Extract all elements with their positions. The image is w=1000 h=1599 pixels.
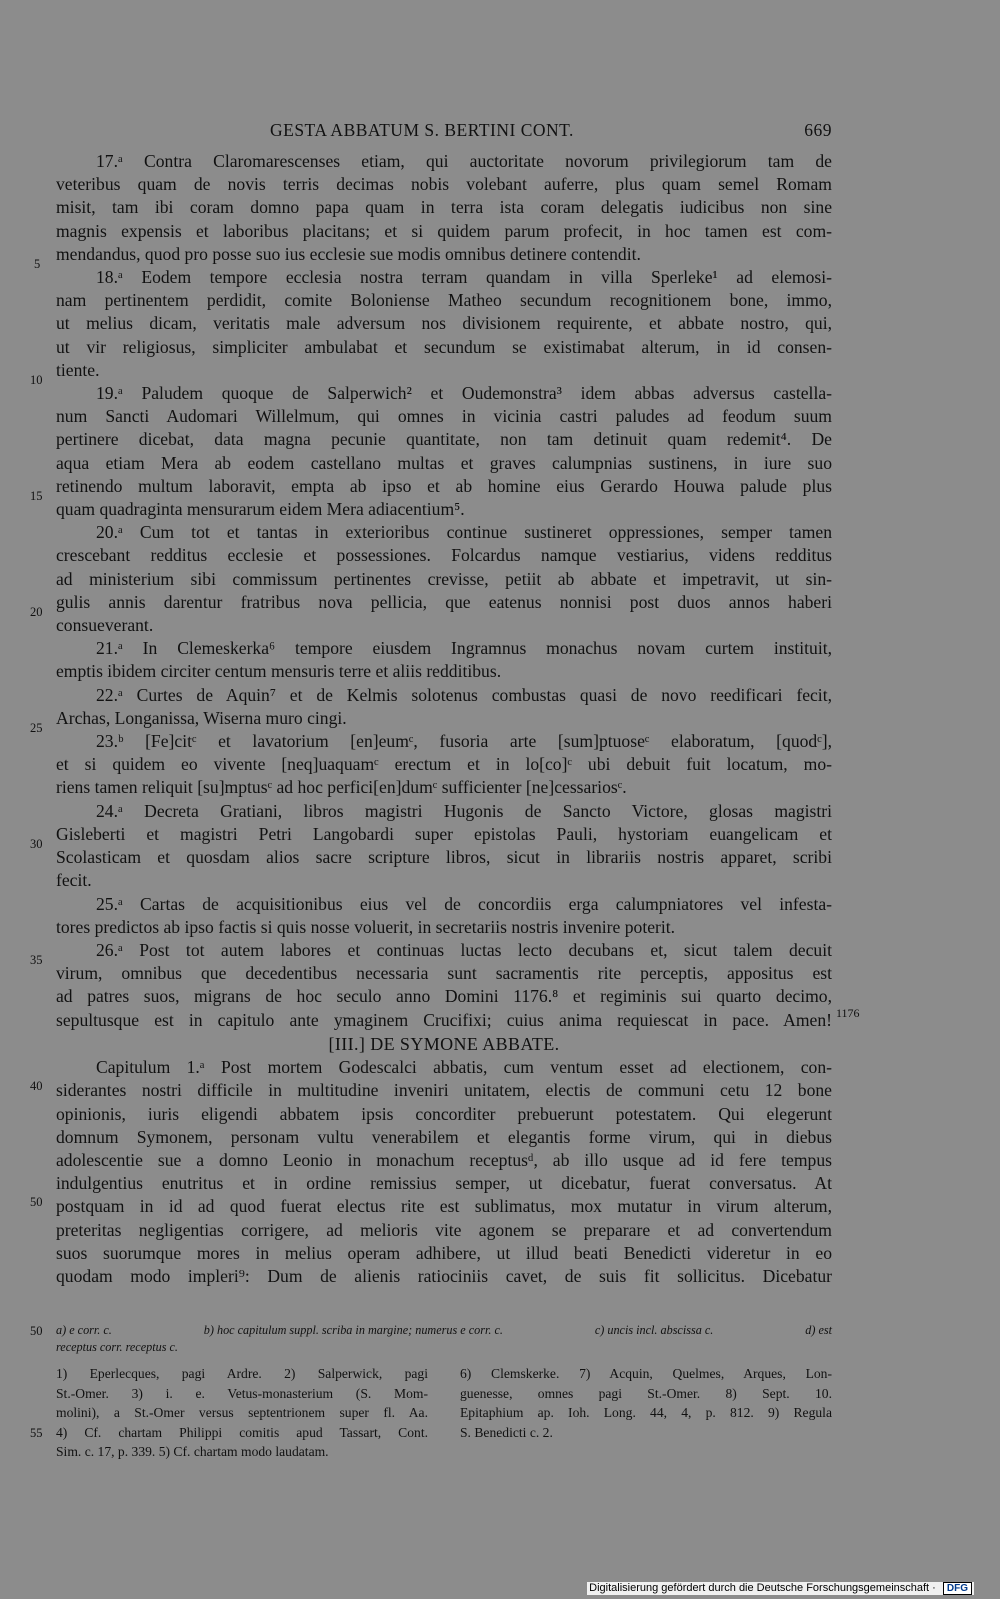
line-number: 10 (30, 373, 43, 387)
main-text (56, 150, 832, 1288)
text-line: 25.ᵃ Cartas de acquisitionibus eius vel de concordiis erga calumpniatores vel infesta- (96, 893, 832, 914)
chapter-1 (56, 1056, 832, 1288)
critical-apparatus (56, 1322, 832, 1356)
line-number: 20 (30, 605, 43, 619)
line-number: 50 (30, 1195, 43, 1209)
text-line: ad ministerium sibi commissum pertinentes crevisse, petiit ab abbate et impetravit, ut sin- (56, 568, 832, 589)
margin-year: 1176 (836, 1006, 860, 1020)
line-number: 55 (30, 1426, 43, 1440)
text-line: emptis ibidem circiter centum mensuris terre et aliis redditibus. (56, 661, 502, 682)
text-line: postquam in id ad quod fuerat electus rite est sublimatus, mox mutatur in virum alterum, (56, 1196, 832, 1217)
text-line: 21.ᵃ In Clemeskerka⁶ tempore eiusdem Ingramnus monachus novam curtem instituit, (96, 638, 832, 659)
text-line: Archas, Longanissa, Wiserna muro cingi. (56, 707, 347, 728)
footnote-line: 6) Clemskerke. 7) Acquin, Quelmes, Arques, Lon- (460, 1366, 832, 1381)
paragraph-26 (56, 939, 832, 1032)
line-number: 25 (30, 721, 43, 735)
text-line: ad patres suos, migrans de hoc seculo anno Domini 1176.⁸ et regiminis sui quarto decimo, (56, 986, 832, 1007)
paragraph-18 (56, 266, 832, 382)
text-line: virum, omnibus que decedentibus necessaria sunt sacramentis rite perceptis, appositus est (56, 963, 832, 984)
footnote-line: guenesse, omnes pagi St.-Omer. 8) Sept. 10. (460, 1385, 832, 1401)
text-line: gulis annis darentur fratribus nova pellicia, que eatenus nonnisi post duos annos haberi (56, 591, 832, 612)
text-line: fecit. (56, 870, 92, 891)
text-line: 19.ᵃ Paludem quoque de Salperwich² et Oudemonstra³ idem abbas adversus castella- (96, 383, 832, 404)
text-line: Gisleberti et magistri Petri Langobardi super epistolas Pauli, hystoriam euangelicam et (56, 823, 832, 844)
footnote-line: St.-Omer. 3) i. e. Vetus-monasterium (S. Mom- (56, 1385, 428, 1401)
text-line: preteritas negligentias corrigere, ad melioris vite agonem se preparare et ad convertendum (56, 1219, 832, 1240)
apparatus-note: a) e corr. c. (56, 1323, 112, 1337)
paragraph-17 (56, 150, 832, 266)
text-line: adolescentie sue a domno Leonio in monachum receptusᵈ, ab illo usque ad id fere tempus (56, 1150, 832, 1171)
text-line: ut melius dicam, veritatis male adversum nos divisionem requirente, et abbate nostro, qui, (56, 313, 832, 334)
text-line: magnis expensis et laboribus placitans; et si quidem parum profecit, in hoc tamen est com- (56, 220, 832, 241)
text-line: nam pertinentem perdidit, comite Boloniense Matheo secundum recognitionem bone, immo, (56, 290, 832, 311)
text-line: 24.ᵃ Decreta Gratiani, libros magistri Hugonis de Sancto Victore, glosas magistri (96, 800, 832, 821)
paragraph-20 (56, 521, 832, 637)
text-line: siderantes nostri difficile in multitudine inveniri unitatem, electis de communi cetu 12 bone (56, 1080, 832, 1101)
text-line: indulgentius enutritus et in ordine remissius semper, ut dicebatur, fuerat conversatus. At (56, 1173, 832, 1194)
line-number: 40 (30, 1079, 43, 1093)
text-line: quodam modo impleri⁹: Dum de alienis ratiociniis cavet, de suis fit sollicitus. Dicebatur (56, 1266, 832, 1287)
apparatus-note: receptus corr. receptus c. (56, 1340, 178, 1354)
text-line: 17.ᵃ Contra Claromarescenses etiam, qui auctoritate novorum privilegiorum tam de (96, 151, 832, 171)
apparatus-note: b) hoc capitulum suppl. scriba in margine; numerus e corr. c. (203, 1323, 503, 1337)
text-line: 23.ᵇ [Fe]citᶜ et lavatorium [en]eumᶜ, fusoria arte [sum]ptuoseᶜ elaboratum, [quodᶜ], (96, 731, 832, 752)
text-line: 26.ᵃ Post tot autem labores et continuas luctas lecto decubans et, sicut talem decuit (96, 939, 832, 960)
line-number: 15 (30, 489, 43, 503)
text-line: Scolasticam et quosdam alios sacre scripture libros, sicut in librariis nostris apparet, scribi (56, 847, 832, 868)
paragraph-25 (56, 893, 832, 939)
text-line: 20.ᵃ Cum tot et tantas in exterioribus continue sustineret oppressiones, semper tamen (96, 522, 832, 543)
footnote-line: 1) Eperlecques, pagi Ardre. 2) Salperwick, pagi (56, 1366, 428, 1381)
text-line: veteribus quam de novis terris decimas nobis volebant auferre, plus quam semel Romam (56, 174, 832, 195)
text-line: tores predictos ab ipso factis si quis nosse voluerit, in secretariis nostris invenire poterit. (56, 916, 676, 937)
footnote-line: Sim. c. 17, p. 339. 5) Cf. chartam modo laudatam. (56, 1444, 329, 1460)
line-number: 30 (30, 837, 43, 851)
funding-text: Digitalisierung gefördert durch die Deutsche Forschungsgemeinschaft · (589, 1582, 936, 1594)
paragraph-24 (56, 800, 832, 893)
footnotes (56, 1364, 832, 1462)
text-line: suos suorumque mores in melius operam adhibere, ut illud beati Benedicti videretur in eo (56, 1242, 832, 1263)
text-line: Capitulum 1.ᵃ Post mortem Godescalci abbatis, cum ventum esset ad electionem, con- (96, 1057, 832, 1078)
footnote-line: S. Benedicti c. 2. (460, 1424, 553, 1440)
paragraph-21 (56, 637, 832, 683)
text-line: retinendo multum laboravit, empta ab ipso et ab homine eius Gerardo Houwa palude plus (56, 475, 832, 496)
footnote-line: molini), a St.-Omer versus septentrionem super fl. Aa. (56, 1405, 428, 1421)
text-line: crescebant redditus ecclesie et possessiones. Folcardus namque vestiarius, videns redditus (56, 545, 832, 566)
footnote-line: 4) Cf. chartam Philippi comitis apud Tassart, Cont. (56, 1424, 428, 1440)
line-number: 35 (30, 953, 43, 967)
dfg-logo-icon: DFG (943, 1582, 972, 1595)
apparatus-line (56, 1339, 832, 1356)
text-line: opinionis, iuris eligendi abbatem ipsis concorditer prebuerunt potestatem. Qui elegerunt (56, 1103, 832, 1124)
paragraph-23 (56, 730, 832, 800)
apparatus-note: c) uncis incl. abscissa c. (594, 1323, 714, 1337)
text-line: consueverant. (56, 615, 154, 636)
paragraph-19 (56, 382, 832, 521)
footnote-line: Epitaphium ap. Ioh. Long. 44, 4, p. 812. 9) Regula (460, 1405, 832, 1421)
text-line: aqua etiam Mera ab eodem castellano multas et graves calumpnias sustinens, in iure suo (56, 452, 832, 473)
running-title: GESTA ABBATUM S. BERTINI CONT. (270, 120, 574, 140)
text-line: 18.ᵃ Eodem tempore ecclesia nostra terram quandam in villa Sperleke¹ ad elemosi- (96, 267, 832, 288)
text-line: et si quidem eo vivente [neq]uaquamᶜ erectum et in lo[co]ᶜ ubi debuit fuit locatum, mo- (56, 754, 832, 775)
text-line: sepultusque est in capitulo ante ymaginem Crucifixi; cuius anima requiescat in pace. Amen! (56, 1009, 832, 1030)
footnotes-left-column (56, 1364, 428, 1462)
section-heading: [III.] DE SYMONE ABBATE. (328, 1033, 560, 1054)
text-line: misit, tam ibi coram domno papa quam in terra ista coram delegatis iudicibus non sine (56, 197, 832, 218)
line-number: 5 (34, 257, 41, 271)
text-line: pertinere dicebat, data magna pecunie quantitate, non tam detinuit quam redemit⁴. De (56, 429, 832, 450)
text-line: tiente. (56, 359, 100, 380)
apparatus-note: d) est (805, 1323, 832, 1337)
text-line: riens tamen reliquit [su]mptusᶜ ad hoc perfici[en]dumᶜ sufficienter [ne]cessariosᶜ. (56, 777, 627, 798)
text-line: ut vir religiosus, simpliciter ambulabat et secundum se existimabat alterum, in id consen- (56, 336, 832, 357)
paragraph-22 (56, 684, 832, 730)
footnotes-right-column (460, 1364, 832, 1462)
text-line: domnum Symonem, personam vultu venerabilem et elegantis forme virum, qui in diebus (56, 1126, 832, 1147)
page-number: 669 (804, 120, 832, 140)
apparatus-line (56, 1322, 832, 1339)
text-line: quam quadraginta mensurarum eidem Mera adiacentium⁵. (56, 499, 465, 520)
text-line: 22.ᵃ Curtes de Aquin⁷ et de Kelmis solotenus combustas quasi de novo reedificari fecit, (96, 684, 832, 705)
funding-notice (587, 1582, 974, 1595)
text-line: num Sancti Audomari Willelmum, qui omnes in vicinia castri paludes ad feodum suum (56, 406, 832, 427)
line-number: 50 (30, 1324, 43, 1338)
text-line: mendandus, quod pro posse suo ius ecclesie sue modis omnibus detinere contendit. (56, 243, 641, 264)
